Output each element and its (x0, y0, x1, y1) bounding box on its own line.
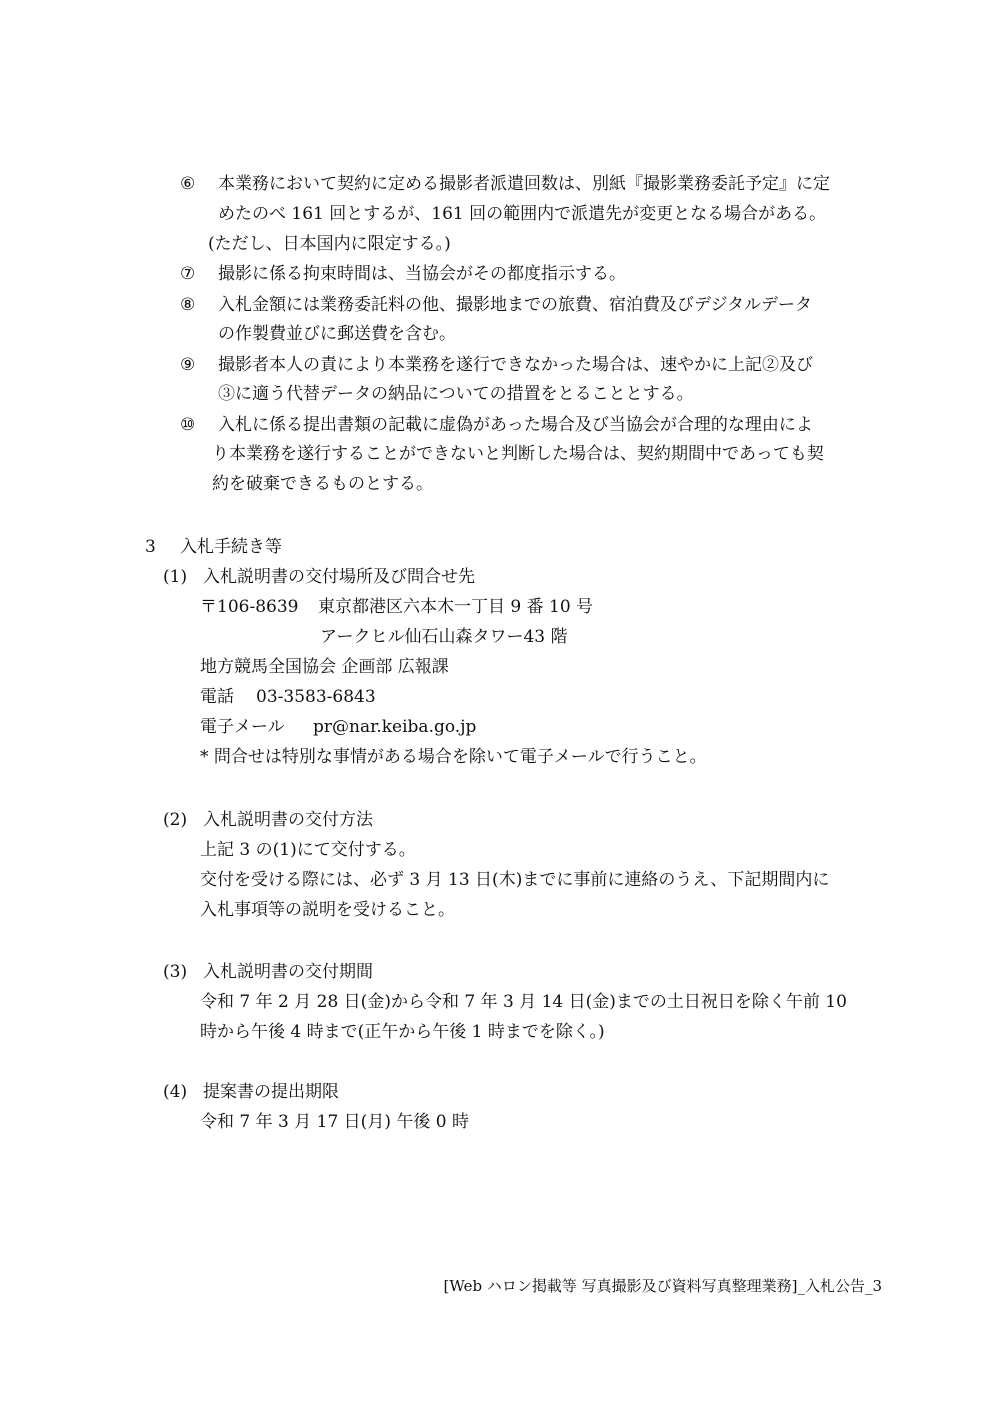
item-8-marker: ⑧ (180, 295, 196, 315)
item-10-line-1: 入札に係る提出書類の記載に虚偽があった場合及び当協会が合理的な理由によ (218, 415, 813, 435)
sub-1-marker: (1) (163, 567, 188, 587)
tel-label: 電話 (200, 687, 234, 707)
section-3-title: 入札手続き等 (180, 537, 282, 557)
item-6-marker: ⑥ (180, 174, 196, 194)
item-7-line-1: 撮影に係る拘束時間は、当協会がその都度指示する。 (218, 264, 626, 284)
sub-3-title: 入札説明書の交付期間 (203, 962, 373, 982)
item-6-line-3: (ただし、日本国内に限定する。) (208, 234, 451, 254)
sub-2-line-3: 入札事項等の説明を受けること。 (200, 900, 455, 920)
address-line-2: アークヒル仙石山森タワー43 階 (320, 627, 568, 647)
item-9-line-1: 撮影者本人の責により本業務を遂行できなかった場合は、速やかに上記②及び (218, 355, 813, 375)
item-10-line-2: り本業務を遂行することができないと判断した場合は、契約期間中であっても契 (212, 444, 824, 464)
tel-number: 03-3583-6843 (256, 687, 376, 707)
sub-2-line-1: 上記 3 の(1)にて交付する。 (200, 840, 416, 860)
organization: 地方競馬全国協会 企画部 広報課 (200, 657, 449, 677)
item-7-marker: ⑦ (180, 264, 196, 284)
sub-3-line-1: 令和 7 年 2 月 28 日(金)から令和 7 年 3 月 14 日(金)までの土日祝日を除く午前 10 (200, 992, 847, 1012)
sub-4-title: 提案書の提出期限 (203, 1082, 339, 1102)
postal-code: 〒106-8639 (200, 597, 299, 617)
sub-4-marker: (4) (163, 1082, 188, 1102)
sub-3-marker: (3) (163, 962, 188, 982)
address-line-1: 東京都港区六本木一丁目 9 番 10 号 (318, 597, 594, 617)
section-3-number: 3 (145, 537, 156, 557)
item-6-line-2: めたのべ 161 回とするが、161 回の範囲内で派遣先が変更となる場合がある。 (218, 204, 827, 224)
item-10-marker: ⑩ (180, 415, 196, 435)
email-label: 電子メール (200, 717, 285, 737)
sub-2-marker: (2) (163, 810, 188, 830)
sub-2-line-2: 交付を受ける際には、必ず 3 月 13 日(木)までに事前に連絡のうえ、下記期間内に (200, 870, 830, 890)
item-9-line-2: ③に適う代替データの納品についての措置をとることとする。 (218, 384, 694, 404)
inquiry-note: * 問合せは特別な事情がある場合を除いて電子メールで行うこと。 (200, 747, 707, 767)
email-address: pr@nar.keiba.go.jp (313, 717, 477, 737)
page-footer: [Web ハロン掲載等 写真撮影及び資料写真整理業務]_入札公告_3 (443, 1277, 882, 1295)
item-6-line-1: 本業務において契約に定める撮影者派遣回数は、別紙『撮影業務委託予定』に定 (218, 174, 830, 194)
item-8-line-1: 入札金額には業務委託料の他、撮影地までの旅費、宿泊費及びデジタルデータ (218, 295, 812, 315)
item-9-marker: ⑨ (180, 355, 196, 375)
item-10-line-3: 約を破棄できるものとする。 (212, 474, 433, 494)
sub-1-title: 入札説明書の交付場所及び問合せ先 (203, 567, 475, 587)
sub-2-title: 入札説明書の交付方法 (203, 810, 373, 830)
sub-3-line-2: 時から午後 4 時まで(正午から午後 1 時までを除く。) (200, 1022, 605, 1042)
sub-4-line-1: 令和 7 年 3 月 17 日(月) 午後 0 時 (200, 1112, 469, 1132)
item-8-line-2: の作製費並びに郵送費を含む。 (218, 324, 456, 344)
